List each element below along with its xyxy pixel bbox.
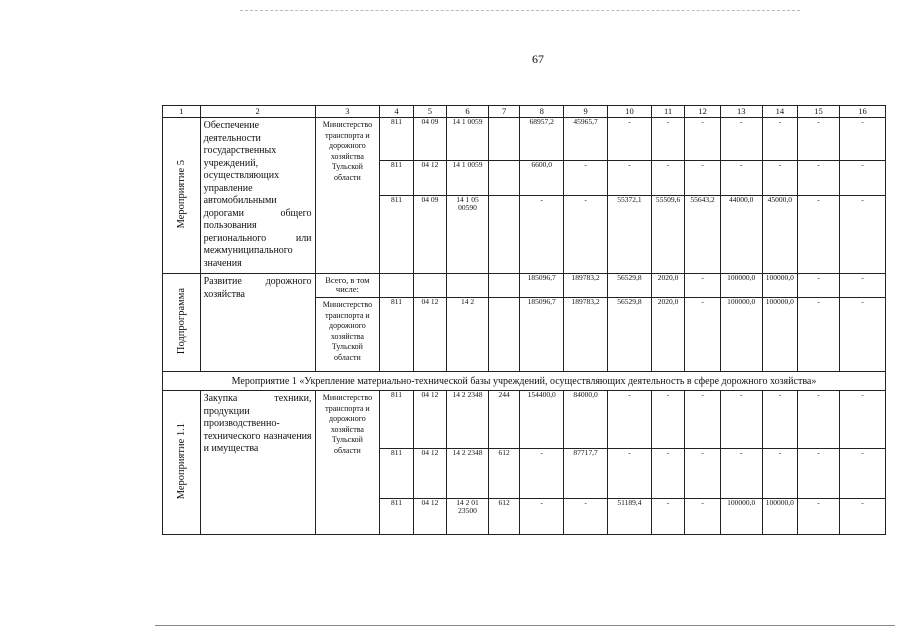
cell: 14 1 05 00590: [447, 196, 489, 274]
cell: 04 12: [413, 449, 446, 499]
cell: -: [839, 449, 885, 499]
section-row: [163, 372, 886, 391]
header-cell: 10: [608, 106, 652, 118]
cell: 100000,0: [720, 499, 762, 535]
cell: 55372,1: [608, 196, 652, 274]
cell: -: [520, 499, 564, 535]
cell: 189783,2: [564, 274, 608, 298]
cell: 14 1 0059: [447, 161, 489, 196]
cell: -: [520, 449, 564, 499]
cell: -: [839, 391, 885, 449]
total-label-cell: Всего, в том числе:: [315, 274, 380, 298]
description-cell: Развитие дорожного хозяйства: [200, 274, 315, 372]
header-cell: 6: [447, 106, 489, 118]
cell: 04 12: [413, 391, 446, 449]
cell: 14 2: [447, 298, 489, 372]
cell: 244: [488, 391, 519, 449]
cell: 51189,4: [608, 499, 652, 535]
cell: 154400,0: [520, 391, 564, 449]
cell: 55509,6: [651, 196, 684, 274]
header-row: [163, 106, 886, 118]
cell: -: [685, 274, 721, 298]
cell: [488, 161, 519, 196]
cell: -: [608, 449, 652, 499]
cell: -: [798, 499, 840, 535]
cell: 14 2 2348: [447, 449, 489, 499]
cell: 04 09: [413, 196, 446, 274]
cell: -: [720, 161, 762, 196]
cell: 45000,0: [762, 196, 798, 274]
cell: 2020,0: [651, 298, 684, 372]
cell: 44000,0: [720, 196, 762, 274]
cell: -: [839, 274, 885, 298]
cell: -: [839, 196, 885, 274]
vertical-label-cell: [163, 274, 201, 372]
cell: 68957,2: [520, 118, 564, 161]
cell: [380, 274, 413, 298]
cell: -: [798, 391, 840, 449]
cell: -: [608, 161, 652, 196]
cell: 811: [380, 196, 413, 274]
cell: -: [720, 449, 762, 499]
cell: 04 12: [413, 298, 446, 372]
cell: -: [720, 118, 762, 161]
header-cell: 16: [839, 106, 885, 118]
cell: 14 1 0059: [447, 118, 489, 161]
cell: -: [608, 118, 652, 161]
cell: 84000,0: [564, 391, 608, 449]
cell: 811: [380, 391, 413, 449]
vertical-label: Подпрограмма: [175, 288, 187, 355]
page-number: 67: [532, 52, 544, 66]
cell: [488, 274, 519, 298]
cell: -: [651, 391, 684, 449]
cell: -: [564, 499, 608, 535]
cell: [488, 196, 519, 274]
header-cell: 4: [380, 106, 413, 118]
cell: -: [651, 118, 684, 161]
cell: -: [798, 274, 840, 298]
table-row: [163, 118, 886, 161]
cell: 100000,0: [720, 298, 762, 372]
cell: -: [564, 161, 608, 196]
table-row: [163, 391, 886, 449]
vertical-label: Мероприятие 1.1: [175, 422, 187, 500]
header-cell: 14: [762, 106, 798, 118]
cell: -: [651, 449, 684, 499]
budget-table: [162, 105, 886, 535]
cell: 811: [380, 499, 413, 535]
header-cell: 7: [488, 106, 519, 118]
cell: -: [762, 449, 798, 499]
cell: -: [608, 391, 652, 449]
cell: 612: [488, 449, 519, 499]
executor-cell: Министерство транспорта и дорожного хозяйства Тульской области: [315, 391, 380, 535]
cell: [488, 298, 519, 372]
bottom-rule: [155, 625, 895, 626]
header-cell: 13: [720, 106, 762, 118]
vertical-label-cell: [163, 391, 201, 535]
table-row: [163, 274, 886, 298]
cell: -: [520, 196, 564, 274]
cell: 04 09: [413, 118, 446, 161]
cell: [413, 274, 446, 298]
cell: [488, 118, 519, 161]
description-cell: Обеспечение деятельности государственных учреждений, осуществляющих управление автомобильными дорогами общего пользования регионального или межмуниципального значения: [200, 118, 315, 274]
cell: 185096,7: [520, 274, 564, 298]
header-cell: 5: [413, 106, 446, 118]
top-rule: [240, 10, 800, 11]
cell: 811: [380, 449, 413, 499]
cell: 100000,0: [762, 298, 798, 372]
cell: 56529,8: [608, 298, 652, 372]
header-cell: 11: [651, 106, 684, 118]
cell: 2020,0: [651, 274, 684, 298]
cell: -: [651, 499, 684, 535]
cell: -: [720, 391, 762, 449]
cell: -: [685, 118, 721, 161]
executor-cell: Министерство транспорта и дорожного хозяйства Тульской области: [315, 118, 380, 274]
cell: 56529,8: [608, 274, 652, 298]
description-cell: Закупка техники, продукции производственно-технического назначения и имущества: [200, 391, 315, 535]
cell: 87717,7: [564, 449, 608, 499]
cell: -: [839, 499, 885, 535]
header-cell: 8: [520, 106, 564, 118]
vertical-label-cell: [163, 118, 201, 274]
cell: -: [839, 161, 885, 196]
cell: 100000,0: [720, 274, 762, 298]
header-cell: 15: [798, 106, 840, 118]
cell: 6600,0: [520, 161, 564, 196]
cell: 14 2 01 23500: [447, 499, 489, 535]
cell: -: [564, 196, 608, 274]
header-cell: 3: [315, 106, 380, 118]
cell: -: [839, 118, 885, 161]
executor-cell: Министерство транспорта и дорожного хозяйства Тульской области: [315, 298, 380, 372]
cell: -: [798, 161, 840, 196]
cell: 811: [380, 298, 413, 372]
cell: -: [685, 449, 721, 499]
cell: 14 2 2348: [447, 391, 489, 449]
cell: 811: [380, 161, 413, 196]
cell: -: [685, 298, 721, 372]
cell: -: [798, 196, 840, 274]
cell: -: [685, 161, 721, 196]
header-cell: 12: [685, 106, 721, 118]
cell: [447, 274, 489, 298]
cell: -: [685, 391, 721, 449]
vertical-label: Мероприятие 5: [175, 159, 187, 229]
header-cell: 1: [163, 106, 201, 118]
section-title: Мероприятие 1 «Укрепление материально-технической базы учреждений, осуществляющих деятельность в сфере дорожного хозяйства»: [163, 372, 886, 391]
cell: 04 12: [413, 499, 446, 535]
cell: 100000,0: [762, 274, 798, 298]
cell: 185096,7: [520, 298, 564, 372]
cell: -: [762, 161, 798, 196]
cell: 55643,2: [685, 196, 721, 274]
header-cell: 2: [200, 106, 315, 118]
header-cell: 9: [564, 106, 608, 118]
cell: -: [798, 298, 840, 372]
cell: -: [762, 391, 798, 449]
cell: 189783,2: [564, 298, 608, 372]
cell: -: [651, 161, 684, 196]
cell: 612: [488, 499, 519, 535]
cell: 45965,7: [564, 118, 608, 161]
cell: 04 12: [413, 161, 446, 196]
cell: 100000,0: [762, 499, 798, 535]
cell: -: [798, 118, 840, 161]
cell: -: [798, 449, 840, 499]
cell: 811: [380, 118, 413, 161]
cell: -: [839, 298, 885, 372]
cell: -: [685, 499, 721, 535]
cell: -: [762, 118, 798, 161]
